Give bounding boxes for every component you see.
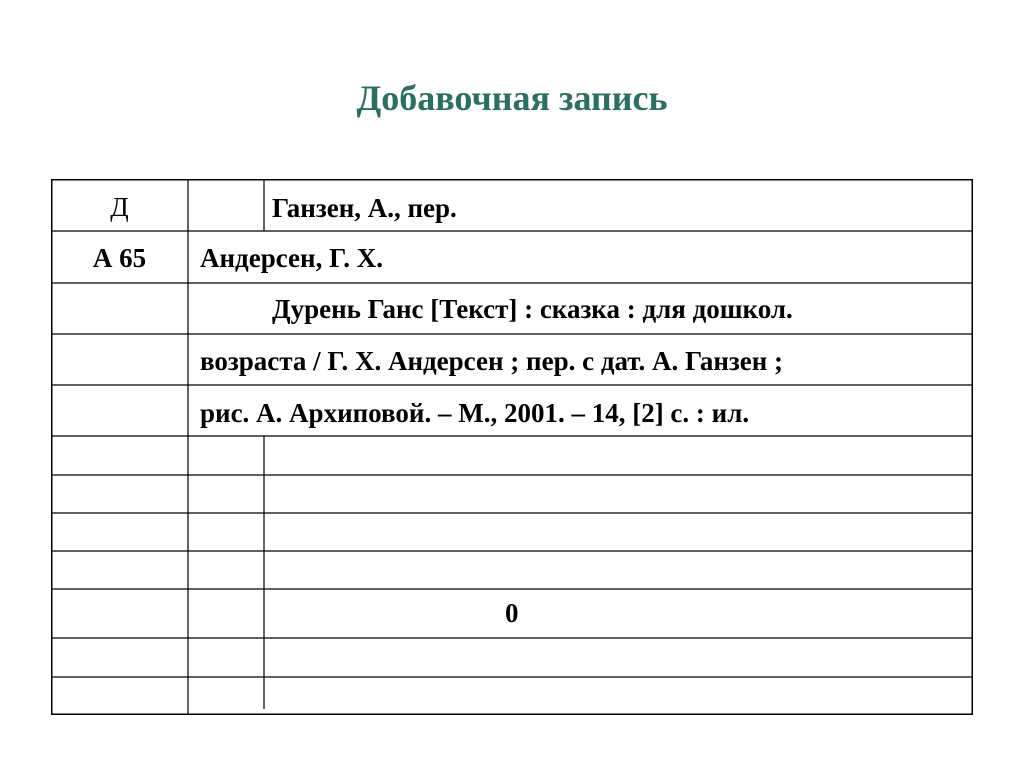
cell-tag-letter: Д — [110, 192, 129, 222]
card-grid — [51, 179, 973, 715]
description-line-1: Дурень Ганс [Текст] : сказка : для дошкол. — [272, 294, 793, 324]
description-line-3: рис. А. Архиповой. – М., 2001. – 14, [2] с. : ил. — [200, 398, 750, 428]
card-hole-mark: 0 — [505, 598, 519, 628]
cell-author-mark: А 65 — [92, 243, 147, 273]
description-line-2: возраста / Г. Х. Андерсен ; пер. с дат. А. Ганзен ; — [200, 346, 784, 376]
added-entry-heading: Ганзен, А., пер. — [272, 193, 457, 223]
author-heading: Андерсен, Г. Х. — [200, 243, 383, 273]
catalog-card — [51, 179, 973, 715]
page-title: Добавочная запись — [356, 78, 668, 118]
